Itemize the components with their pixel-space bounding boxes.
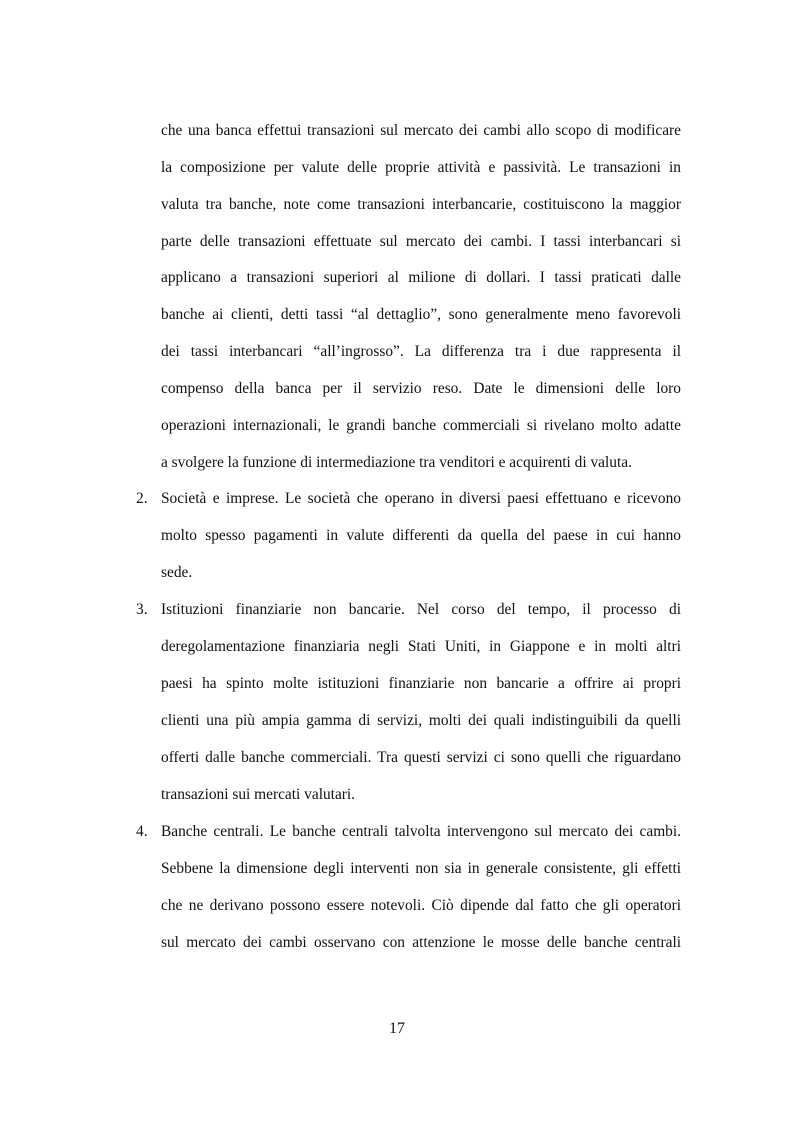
item3-line-1: Istituzioni finanziarie non bancarie. Nel corso del tempo, il processo di [161,601,681,618]
item3-line-2: deregolamentazione finanziaria negli Stati Uniti, in Giappone e in molti altri [161,638,681,655]
item4-line-4: sul mercato dei cambi osservano con attenzione le mosse delle banche centrali [161,934,681,951]
item2-line-2: molto spesso pagamenti in valute differenti da quella del paese in cui hanno [161,527,681,544]
intro-line-9: operazioni internazionali, le grandi banche commerciali si rivelano molto adatte [161,417,681,434]
item3-line-5: offerti dalle banche commerciali. Tra questi servizi ci sono quelli che riguardano [161,749,681,766]
list-number-2: 2. [136,490,148,507]
intro-line-7: dei tassi interbancari “all’ingrosso”. La differenza tra i due rappresenta il [161,343,681,360]
item2-line-1: Società e imprese. Le società che operano in diversi paesi effettuano e ricevono [161,490,681,507]
intro-line-8: compenso della banca per il servizio reso. Date le dimensioni delle loro [161,380,681,397]
item4-line-3: che ne derivano possono essere notevoli. Ciò dipende dal fatto che gli operatori [161,897,681,914]
list-number-3: 3. [136,601,148,618]
intro-line-2: la composizione per valute delle proprie attività e passività. Le transazioni in [161,159,681,176]
intro-line-5: applicano a transazioni superiori al milione di dollari. I tassi praticati dalle [161,269,681,286]
item4-line-2: Sebbene la dimensione degli interventi non sia in generale consistente, gli effetti [161,860,681,877]
intro-line-3: valuta tra banche, note come transazioni interbancarie, costituiscono la maggior [161,196,681,213]
intro-line-1: che una banca effettui transazioni sul mercato dei cambi allo scopo di modificare [161,122,681,139]
intro-line-6: banche ai clienti, detti tassi “al dettaglio”, sono generalmente meno favorevoli [161,306,681,323]
page-number: 17 [389,1020,405,1037]
item4-line-1: Banche centrali. Le banche centrali talvolta intervengono sul mercato dei cambi. [161,823,681,840]
intro-line-10: a svolgere la funzione di intermediazione tra venditori e acquirenti di valuta. [161,454,632,471]
item2-line-3: sede. [161,564,193,581]
list-number-4: 4. [136,823,148,840]
intro-line-4: parte delle transazioni effettuate sul mercato dei cambi. I tassi interbancari si [161,233,681,250]
item3-line-3: paesi ha spinto molte istituzioni finanziarie non bancarie a offrire ai propri [161,675,681,692]
item3-line-6: transazioni sui mercati valutari. [161,786,356,803]
item3-line-4: clienti una più ampia gamma di servizi, molti dei quali indistinguibili da quelli [161,712,681,729]
